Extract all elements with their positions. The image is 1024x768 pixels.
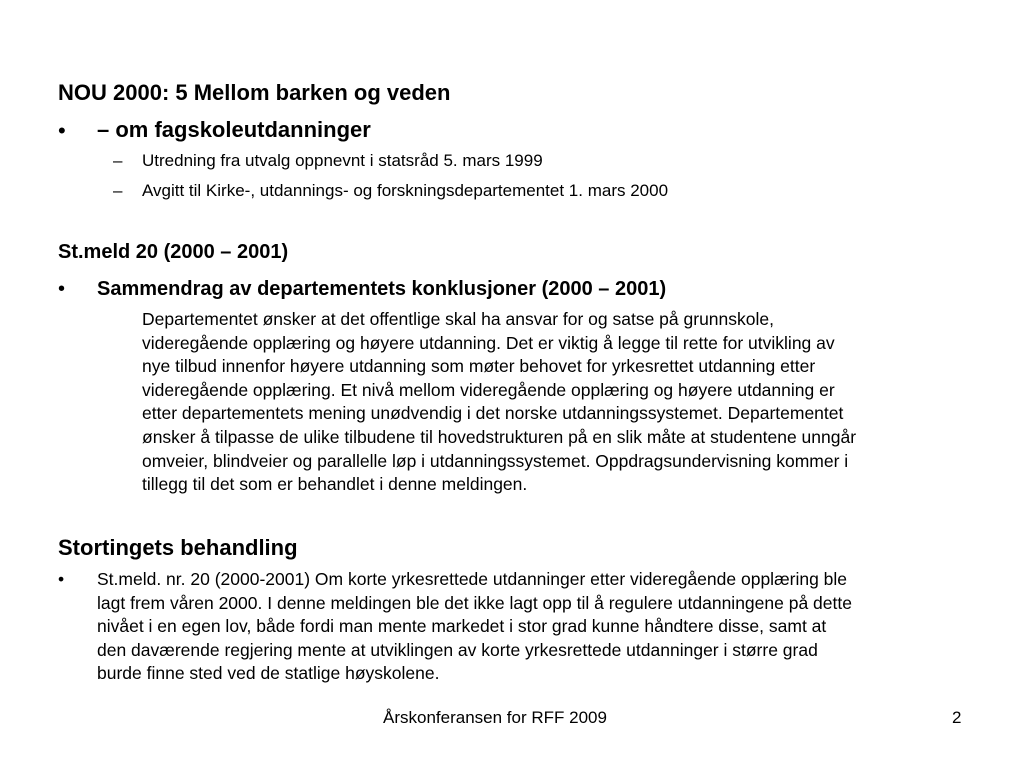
footer-text: Årskonferansen for RFF 2009	[383, 708, 607, 727]
sub-item-marker: –	[113, 181, 123, 200]
paragraph-line: St.meld. nr. 20 (2000-2001) Om korte yrkesrettede utdanninger etter videregående opplæring ble	[97, 569, 848, 589]
section2-title: St.meld 20 (2000 – 2001)	[58, 241, 289, 263]
paragraph-line: videregående opplæring og høyere utdanning. Det er viktig å legge til rette for utvikling av	[142, 332, 835, 353]
section3-paragraph	[97, 568, 977, 686]
paragraph-line: Departementet ønsker at det offentlige skal ha ansvar for og satse på grunnskole,	[142, 309, 774, 329]
section3-title: Stortingets behandling	[58, 535, 298, 560]
paragraph-line: etter departementets mening unødvendig i det norske utdanningssystemet. Departementet	[142, 403, 844, 424]
paragraph-line: omveier, blindveier og parallelle løp i utdanningssystemet. Oppdragsundervisning kommer i	[142, 450, 849, 471]
section2-bullet: Sammendrag av departementets konklusjoner (2000 – 2001)	[97, 278, 667, 300]
page-number: 2	[952, 708, 962, 727]
section2-bullet-marker: •	[58, 278, 66, 300]
paragraph-line: lagt frem våren 2000. I denne meldingen ble det ikke lagt opp til å regulere utdanningene på dette	[97, 592, 852, 613]
paragraph-line: videregående opplæring. Et nivå mellom videregående opplæring og høyere utdanning er	[142, 379, 835, 400]
paragraph-line: burde finne sted ved de statlige høyskolene.	[97, 663, 440, 683]
paragraph-line: tillegg til det som er behandlet i denne meldingen.	[142, 474, 528, 495]
section2-paragraph	[142, 308, 972, 497]
sub-item-2: Avgitt til Kirke-, utdannings- og forskningsdepartementet 1. mars 2000	[142, 181, 669, 200]
sub-item-1: Utredning fra utvalg oppnevnt i statsråd 5. mars 1999	[142, 151, 543, 170]
paragraph-line: ønsker å tilpasse de ulike tilbudene til hovedstrukturen på en slik måte at studentene unngår	[142, 426, 857, 447]
section1-title: NOU 2000: 5 Mellom barken og veden	[58, 80, 451, 105]
paragraph-line: den daværende regjering mente at utviklingen av korte yrkesrettede utdanninger i større grad	[97, 639, 818, 660]
paragraph-line: nye tilbud innenfor høyere utdanning som møter behovet for yrkesrettet utdanning etter	[142, 356, 816, 377]
section3-bullet-marker: •	[58, 569, 65, 589]
section1-bullet: – om fagskoleutdanninger	[97, 117, 371, 142]
paragraph-line: nivået i en egen lov, både fordi man mente markedet i stor grad kunne håndtere disse, samt at	[97, 616, 827, 636]
sub-item-marker: –	[113, 151, 123, 170]
section1-bullet-marker: •	[58, 118, 66, 143]
